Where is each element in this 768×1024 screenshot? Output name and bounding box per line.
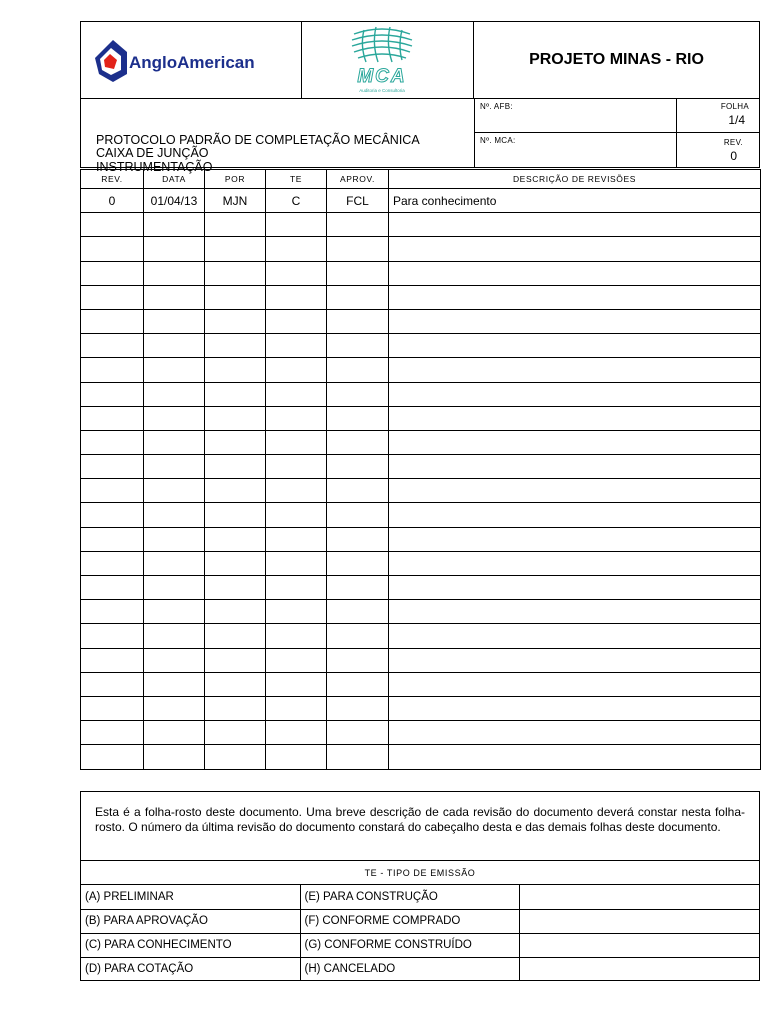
revision-cell-aprov (327, 503, 389, 527)
company-logo-text: AngloAmerican (129, 53, 255, 72)
revision-cell-rev (81, 527, 144, 551)
revision-cell-aprov (327, 430, 389, 454)
revision-cell-te (266, 261, 327, 285)
document-title-cell (81, 99, 475, 174)
revision-cell-descricao (389, 600, 761, 624)
column-header-rev: REV. (81, 170, 144, 189)
revision-cell-aprov (327, 600, 389, 624)
revision-cell-por (205, 648, 266, 672)
revision-row (81, 358, 761, 382)
revision-cell-rev (81, 745, 144, 769)
revision-cell-descricao (389, 745, 761, 769)
revision-cell-data (144, 285, 205, 309)
revision-cell-aprov (327, 696, 389, 720)
revision-cell-te (266, 576, 327, 600)
revision-cell-aprov (327, 358, 389, 382)
revision-row (81, 285, 761, 309)
revision-cell-por (205, 334, 266, 358)
revision-cell-por (205, 721, 266, 745)
emission-type-body (81, 885, 759, 981)
revision-cell-data (144, 406, 205, 430)
emission-type-row (81, 957, 759, 981)
revision-cell-descricao (389, 527, 761, 551)
revision-cell-por (205, 261, 266, 285)
revision-label: REV. (723, 138, 743, 147)
revision-cell-data (144, 237, 205, 261)
revision-cell-te (266, 745, 327, 769)
revision-cell-data (144, 576, 205, 600)
revision-cell-por (205, 672, 266, 696)
revision-cell-te (266, 721, 327, 745)
emission-type-row (81, 909, 759, 933)
emission-type-title-cell (81, 861, 759, 885)
revision-cell-por (205, 430, 266, 454)
revision-cell-rev (81, 455, 144, 479)
revision-cell-te (266, 479, 327, 503)
revision-cell-rev (81, 503, 144, 527)
revision-cell-por (205, 237, 266, 261)
revision-cell-data (144, 309, 205, 333)
revision-cell-te: C (266, 189, 327, 213)
mca-logo (302, 22, 472, 99)
revision-cell-te (266, 382, 327, 406)
revision-cell-data (144, 551, 205, 575)
revision-cell-aprov (327, 261, 389, 285)
revision-cell-descricao (389, 406, 761, 430)
revision-cell-aprov (327, 721, 389, 745)
column-header-por: POR (205, 170, 266, 189)
emission-type-cell (519, 885, 759, 909)
revision-cell-data: 01/04/13 (144, 189, 205, 213)
revision-row (81, 479, 761, 503)
emission-type-cell: (G) CONFORME CONSTRUÍDO (300, 933, 519, 957)
revision-cell (677, 133, 759, 168)
revision-cell-descricao (389, 382, 761, 406)
revision-row (81, 237, 761, 261)
revision-cell-aprov (327, 406, 389, 430)
revision-cell-descricao (389, 696, 761, 720)
revision-cell-data (144, 745, 205, 769)
revision-cell-descricao (389, 672, 761, 696)
afb-number-cell (475, 99, 677, 133)
emission-type-table (81, 885, 759, 981)
company-logo-cell (81, 22, 302, 99)
mca-logo-subtext: Auditoria e Consultoria (359, 88, 405, 93)
revision-row (81, 551, 761, 575)
column-header-te: TE (266, 170, 327, 189)
afb-label: Nº. AFB: (480, 102, 513, 111)
revision-row (81, 503, 761, 527)
revision-row (81, 430, 761, 454)
project-cell (474, 22, 759, 99)
revision-cell-por (205, 745, 266, 769)
revision-cell-rev (81, 551, 144, 575)
revision-cell-data (144, 721, 205, 745)
revision-cell-te (266, 624, 327, 648)
document-title-line-2: CAIXA DE JUNÇÃO (96, 146, 209, 160)
revision-cell-aprov (327, 213, 389, 237)
revision-cell-te (266, 309, 327, 333)
column-header-data: DATA (144, 170, 205, 189)
revisions-header-row (81, 170, 761, 189)
revision-row (81, 406, 761, 430)
revision-cell-rev (81, 721, 144, 745)
revision-cell-aprov (327, 237, 389, 261)
revision-cell-descricao (389, 455, 761, 479)
revision-cell-te (266, 334, 327, 358)
revision-cell-aprov (327, 745, 389, 769)
revision-value: 0 (730, 149, 737, 163)
folha-value: 1/4 (728, 113, 745, 127)
revision-cell-aprov (327, 285, 389, 309)
revision-cell-por (205, 213, 266, 237)
project-title: PROJETO MINAS - RIO (529, 51, 704, 68)
emission-type-cell: (B) PARA APROVAÇÃO (81, 909, 300, 933)
revision-cell-aprov (327, 624, 389, 648)
revision-cell-data (144, 503, 205, 527)
revision-cell-por (205, 382, 266, 406)
revision-cell-te (266, 600, 327, 624)
revision-cell-rev (81, 576, 144, 600)
revision-row (81, 624, 761, 648)
revision-cell-data (144, 334, 205, 358)
revision-cell-data (144, 358, 205, 382)
revision-row (81, 213, 761, 237)
revision-cell-por (205, 551, 266, 575)
revision-cell-rev (81, 261, 144, 285)
revision-cell-data (144, 455, 205, 479)
revision-cell-descricao (389, 261, 761, 285)
revision-cell-data (144, 213, 205, 237)
revision-row (81, 261, 761, 285)
folha-cell (677, 99, 759, 133)
revision-cell-rev (81, 672, 144, 696)
revision-cell-data (144, 600, 205, 624)
revision-cell-descricao (389, 576, 761, 600)
mca-logo-text: MCA (357, 66, 407, 87)
revision-cell-por (205, 576, 266, 600)
emission-type-cell: (H) CANCELADO (300, 957, 519, 981)
revision-cell-por (205, 358, 266, 382)
revision-cell-por (205, 696, 266, 720)
revision-cell-data (144, 696, 205, 720)
revision-row (81, 696, 761, 720)
folha-label: FOLHA (720, 102, 749, 111)
revision-cell-por (205, 455, 266, 479)
revision-cell-te (266, 672, 327, 696)
revision-cell-por: MJN (205, 189, 266, 213)
revision-cell-te (266, 237, 327, 261)
revision-row (81, 527, 761, 551)
revision-cell-descricao (389, 479, 761, 503)
revision-cell-descricao (389, 624, 761, 648)
emission-type-cell: (A) PRELIMINAR (81, 885, 300, 909)
revision-cell-por (205, 503, 266, 527)
revision-cell-descricao (389, 237, 761, 261)
revision-cell-por (205, 406, 266, 430)
revision-cell-descricao (389, 213, 761, 237)
mca-logo-cell (302, 22, 474, 99)
revision-cell-aprov (327, 576, 389, 600)
revision-cell-aprov (327, 648, 389, 672)
emission-type-cell: (E) PARA CONSTRUÇÃO (300, 885, 519, 909)
revision-cell-te (266, 503, 327, 527)
anglo-american-logo (81, 22, 300, 99)
revision-cell-aprov (327, 309, 389, 333)
revision-cell-data (144, 479, 205, 503)
revision-cell-aprov (327, 672, 389, 696)
revision-cell-descricao (389, 430, 761, 454)
revision-row (81, 648, 761, 672)
column-header-descricao: DESCRIÇÃO DE REVISÕES (389, 170, 761, 189)
revision-cell-aprov (327, 479, 389, 503)
revision-cell-data (144, 648, 205, 672)
revision-cell-te (266, 358, 327, 382)
revision-row (81, 600, 761, 624)
revision-cell-rev (81, 382, 144, 406)
revision-cell-te (266, 551, 327, 575)
revision-cell-rev (81, 285, 144, 309)
revision-cell-te (266, 430, 327, 454)
emission-type-cell: (D) PARA COTAÇÃO (81, 957, 300, 981)
revision-cell-rev (81, 406, 144, 430)
emission-type-cell: (F) CONFORME COMPRADO (300, 909, 519, 933)
revision-cell-por (205, 600, 266, 624)
revision-cell-descricao (389, 503, 761, 527)
revision-cell-data (144, 527, 205, 551)
emission-legend-block (80, 791, 760, 981)
emission-type-row (81, 885, 759, 909)
revision-cell-rev (81, 479, 144, 503)
document-header (80, 21, 760, 174)
revision-cell-descricao (389, 334, 761, 358)
revision-cell-descricao (389, 721, 761, 745)
emission-type-row (81, 933, 759, 957)
revision-cell-rev: 0 (81, 189, 144, 213)
revision-cell-rev (81, 648, 144, 672)
revision-row (81, 189, 761, 213)
revision-cell-rev (81, 237, 144, 261)
revision-row (81, 334, 761, 358)
revision-row (81, 309, 761, 333)
revision-cell-data (144, 672, 205, 696)
revision-cell-descricao: Para conhecimento (389, 189, 761, 213)
revision-cell-rev (81, 624, 144, 648)
revision-cell-rev (81, 309, 144, 333)
revision-cell-por (205, 309, 266, 333)
document-title-line-1: PROTOCOLO PADRÃO DE COMPLETAÇÃO MECÂNICA (96, 133, 420, 147)
revision-cell-te (266, 285, 327, 309)
revision-cell-aprov (327, 382, 389, 406)
revision-row (81, 721, 761, 745)
mca-number-label: Nº. MCA: (480, 136, 516, 145)
revision-cell-descricao (389, 309, 761, 333)
revision-row (81, 745, 761, 769)
revision-cell-aprov: FCL (327, 189, 389, 213)
revision-cell-por (205, 527, 266, 551)
revisions-table (80, 169, 761, 770)
revision-cell-te (266, 455, 327, 479)
revision-row (81, 576, 761, 600)
revision-cell-por (205, 624, 266, 648)
revision-cell-te (266, 213, 327, 237)
revision-cell-por (205, 285, 266, 309)
emission-type-cell: (C) PARA CONHECIMENTO (81, 933, 300, 957)
revision-cell-rev (81, 696, 144, 720)
revision-row (81, 672, 761, 696)
revision-row (81, 455, 761, 479)
revision-cell-te (266, 648, 327, 672)
revision-cell-rev (81, 600, 144, 624)
revision-cell-te (266, 527, 327, 551)
revision-cell-aprov (327, 527, 389, 551)
column-header-aprov: APROV. (327, 170, 389, 189)
revision-row (81, 382, 761, 406)
revision-cell-rev (81, 334, 144, 358)
revision-cell-te (266, 406, 327, 430)
revisions-body (81, 189, 761, 770)
revision-cell-data (144, 382, 205, 406)
revision-cell-rev (81, 358, 144, 382)
revision-cell-rev (81, 213, 144, 237)
document-title-line-3: INSTRUMENTAÇÃO (96, 160, 213, 174)
revision-cell-te (266, 696, 327, 720)
cover-sheet-note: Esta é a folha-rosto deste documento. Uma breve descrição de cada revisão do documento deverá constar nesta folha-rosto. O número da última revisão do documento constará do cabeçalho desta e das demais folhas deste documento. (81, 792, 759, 861)
mca-number-cell (475, 133, 677, 168)
revision-cell-data (144, 430, 205, 454)
emission-type-cell (519, 909, 759, 933)
revision-cell-rev (81, 430, 144, 454)
revision-cell-aprov (327, 334, 389, 358)
revision-cell-descricao (389, 551, 761, 575)
emission-type-cell (519, 933, 759, 957)
revision-cell-descricao (389, 648, 761, 672)
revision-cell-por (205, 479, 266, 503)
revision-cell-data (144, 261, 205, 285)
emission-type-title: TE - TIPO DE EMISSÃO (364, 868, 476, 878)
emission-type-cell (519, 957, 759, 981)
revision-cell-descricao (389, 285, 761, 309)
revision-cell-aprov (327, 551, 389, 575)
revision-cell-aprov (327, 455, 389, 479)
revision-cell-descricao (389, 358, 761, 382)
revision-cell-data (144, 624, 205, 648)
